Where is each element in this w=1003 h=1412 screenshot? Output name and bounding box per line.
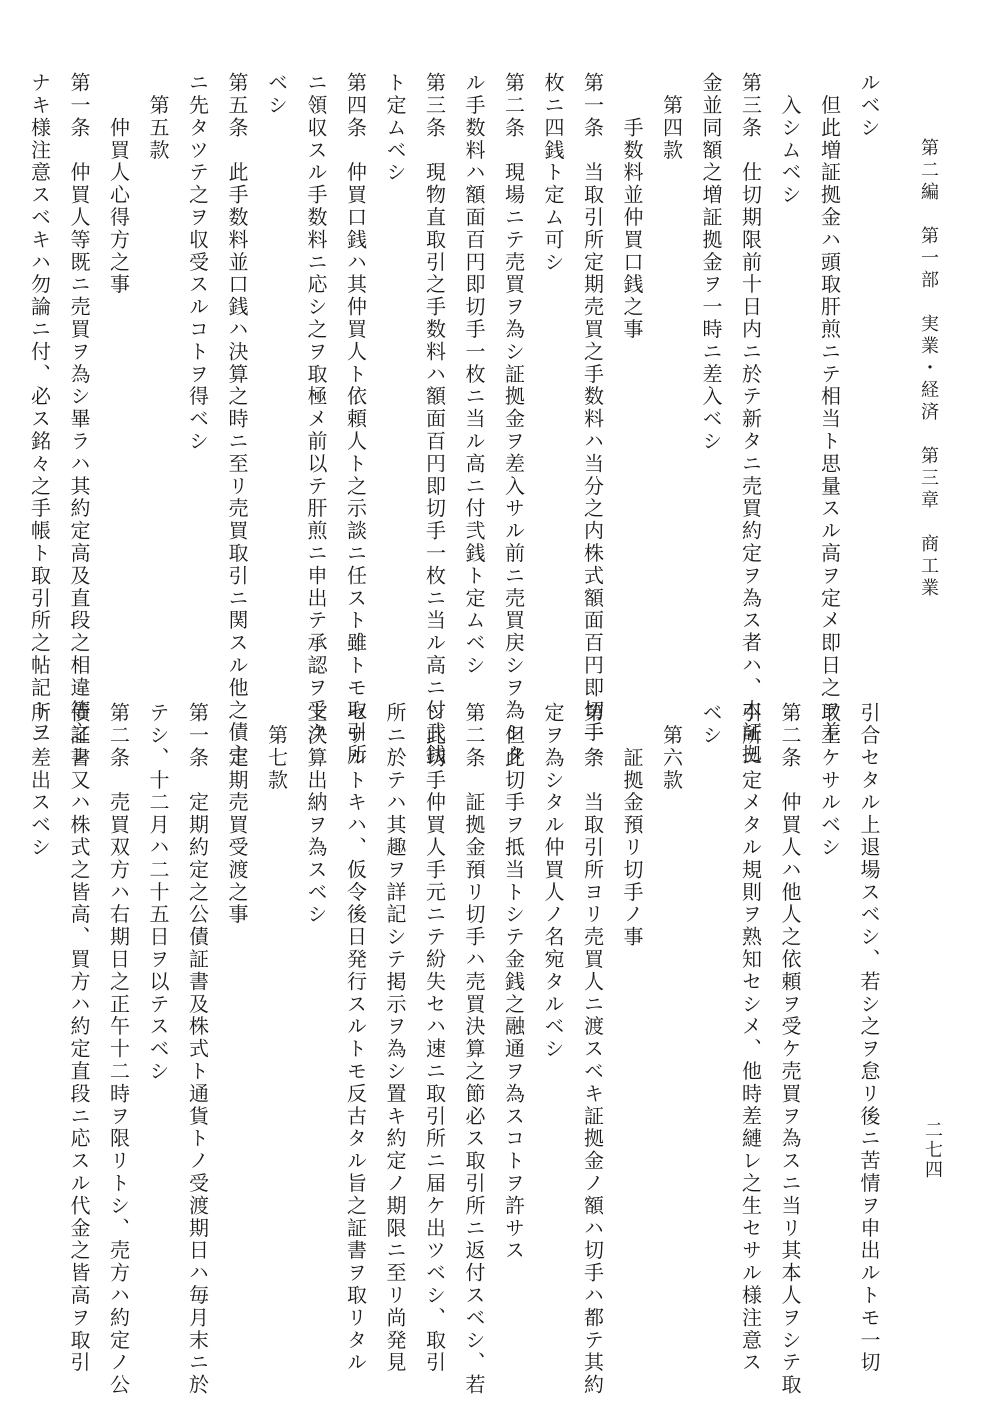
text-line: 所ニ差出スベシ xyxy=(27,702,52,859)
running-header: 第二編 第一部 実業・経済 第三章 商工業 xyxy=(918,138,939,600)
text-line: 引合セタル上退場スベシ、若シ之ヲ怠リ後ニ苦情ヲ申出ルトモ一切 xyxy=(857,702,881,1374)
page-number: 二七四 xyxy=(922,1120,943,1180)
text-line: 枚ニ四銭ト定ム可シ xyxy=(541,72,565,274)
text-line: セサルトキハ、仮令後日発行スルトモ反古タル旨之証書ヲ取リタル xyxy=(343,702,368,1374)
text-line: 第五条 此手数料並口銭ハ決算之時ニ至リ売買取引ニ関スル他之債主 xyxy=(225,72,249,767)
text-line: 第三条 現物直取引之手数料ハ額面百円即切手一枚ニ当ル高ニ付弐銭 xyxy=(422,72,447,767)
text-line: ベシ xyxy=(264,72,289,117)
text-line: 第三条 仕切期限前十日内ニ於テ新タニ売買約定ヲ為ス者ハ、本証拠 xyxy=(738,72,763,767)
text-line: 金並同額之増証拠金ヲ一時ニ差入ベシ xyxy=(699,72,723,453)
text-line: 第一条 仲買人等既ニ売買ヲ為シ畢ラハ其約定高及直段之相違等之レ xyxy=(67,72,91,767)
text-line: 第一条 当取引所ヨリ売買人ニ渡スベキ証拠金ノ額ハ切手ハ都テ其約 xyxy=(580,702,605,1397)
text-line: 上決算出納ヲ為スベシ xyxy=(304,702,328,926)
text-line: 仲買人心得方之事 xyxy=(106,72,131,296)
text-line: 入シムベシ xyxy=(778,72,802,207)
text-line: ベシ xyxy=(699,702,723,747)
text-line: 第七款 xyxy=(264,702,289,792)
text-line: 第一条 定期約定之公債証書及株式ト通貨トノ受渡期日ハ毎月末ニ於 xyxy=(185,702,210,1397)
text-line: ニ領収スル手数料ニ応シ之ヲ取極メ前以テ肝煎ニ申出テ承認ヲ受ク xyxy=(304,72,328,744)
text-line: 但此増証拠金ハ頭取肝煎ニテ相当ト思量スル高ヲ定メ即日之ヲ差 xyxy=(817,72,842,744)
text-line: ルベシ xyxy=(857,72,881,140)
text-line: 第二条 仲買人ハ他人之依頼ヲ受ケ売買ヲ為スニ当リ其本人ヲシテ取 xyxy=(778,702,802,1397)
text-line: 取上ケサルベシ xyxy=(817,702,842,859)
text-line: ナキ様注意スベキハ勿論ニ付、必ス銘々之手帳ト取引所之帖記トヲ xyxy=(27,72,52,744)
text-line: 第五款 xyxy=(146,72,170,162)
text-line: ニ先タツテ之ヲ収受スルコトヲ得ベシ xyxy=(185,72,210,453)
text-line: テシ、十二月ハ二十五日ヲ以テスベシ xyxy=(146,702,170,1083)
text-line: 引所ニ定メタル規則ヲ熟知セシメ、他時差縺レ之生セサル様注意ス xyxy=(738,702,763,1374)
text-line: 定ヲ為シタル仲買人ノ名宛タルベシ xyxy=(541,702,565,1061)
text-line: ル手数料ハ額面百円即切手一枚ニ当ル高ニ付弐銭ト定ムベシ xyxy=(462,72,486,677)
text-line: 第四条 仲買口銭ハ其仲買人ト依頼人ト之示談ニ任スト雖トモ取引所 xyxy=(343,72,368,767)
text-line: 所ニ於テハ其趣ヲ詳記シテ掲示ヲ為シ置キ約定ノ期限ニ至リ尚発見 xyxy=(383,702,407,1374)
text-line: ト定ムベシ xyxy=(383,72,407,184)
lower-text-block xyxy=(27,702,888,1397)
text-line: 第二条 現場ニテ売買ヲ為シ証拠金ヲ差入サル前ニ売買戻シヲ為シタ xyxy=(501,72,526,767)
text-line: 但此切手ヲ抵当トシテ金銭之融通ヲ為スコトヲ許サス xyxy=(501,702,526,1262)
text-line: 第二条 証拠金預リ切手ハ売買決算之節必ス取引所ニ返付スベシ、若 xyxy=(462,702,486,1397)
text-line: 手数料並仲買口銭之事 xyxy=(620,72,644,341)
text-line: 第二条 売買双方ハ右期日之正午十二時ヲ限リトシ、売方ハ約定ノ公 xyxy=(106,702,131,1397)
text-line: 第四款 xyxy=(659,72,684,162)
text-line: 第一条 当取引所定期売買之手数料ハ当分之内株式額面百円即切手一 xyxy=(580,72,605,767)
text-line: シ此切手仲買人手元ニテ紛失セハ速ニ取引所ニ届ケ出ツベシ、取引 xyxy=(422,702,447,1374)
text-line: 債証書又ハ株式之皆高、買方ハ約定直段ニ応スル代金之皆高ヲ取引 xyxy=(67,702,91,1374)
text-line: 証拠金預リ切手ノ事 xyxy=(620,702,644,949)
text-line: 定期売買受渡之事 xyxy=(225,702,249,926)
text-line: 第六款 xyxy=(659,702,684,792)
